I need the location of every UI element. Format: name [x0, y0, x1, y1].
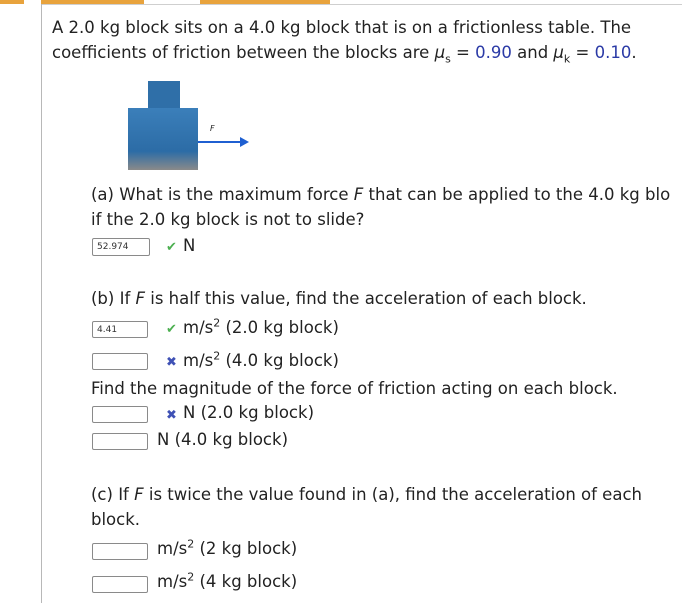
unit-label: (2 kg block) [194, 539, 298, 558]
problem-statement [52, 15, 677, 71]
mu-k-symbol: μ [553, 43, 564, 62]
part-b-question [91, 286, 587, 311]
unit-base: m/s [157, 539, 188, 558]
part-c-q-pre: (c) If [91, 485, 135, 504]
top-accent-bar-left [0, 0, 24, 4]
content-frame-top [41, 4, 682, 5]
part-a-question-line-1 [91, 182, 670, 207]
part-c-q-post: is twice the value found in (a), find the acceleration of each [143, 485, 642, 504]
unit-exponent: 2 [187, 570, 195, 584]
part-b-unit-2 [183, 350, 339, 372]
unit-exponent: 2 [213, 349, 221, 363]
part-b-unit-3: N (2.0 kg block) [183, 403, 315, 422]
check-icon: ✔ [166, 322, 177, 337]
small-block-2kg [148, 81, 180, 111]
cross-icon: ✖ [166, 355, 177, 370]
part-c-F: F [134, 485, 144, 504]
problem-line-2 [52, 40, 677, 71]
check-icon: ✔ [166, 240, 177, 255]
problem-line-1: A 2.0 kg block sits on a 4.0 kg block that is on a frictionless table. The [52, 18, 632, 37]
unit-base: m/s [183, 351, 214, 370]
part-c-accel-4kg-input[interactable] [92, 576, 148, 593]
period: . [631, 43, 637, 62]
part-b-unit-4: N (4.0 kg block) [157, 430, 289, 449]
part-b-q-pre: (b) If [91, 289, 136, 308]
part-a-question-line-2: if the 2.0 kg block is not to slide? [91, 210, 365, 229]
force-label: F [210, 124, 215, 133]
unit-label: (4.0 kg block) [220, 351, 339, 370]
part-b-friction-4kg-input[interactable] [92, 433, 148, 450]
part-c-unit-2 [157, 571, 297, 593]
equals-sign-2: = [570, 43, 595, 62]
part-c-unit-1 [157, 538, 297, 560]
unit-label: (4 kg block) [194, 572, 298, 591]
blocks-diagram [128, 78, 258, 178]
problem-line-2-text: coefficients of friction between the blocks are [52, 43, 435, 62]
part-a-q-pre: (a) What is the maximum force [91, 185, 354, 204]
mu-s-symbol: μ [434, 43, 446, 62]
equals-sign: = [450, 43, 476, 62]
part-c-accel-2kg-input[interactable] [92, 543, 148, 560]
part-a-q-post: that can be applied to the 4.0 kg blo [363, 185, 671, 204]
part-b-accel-2kg-input[interactable]: 4.41 [92, 321, 148, 338]
unit-base: m/s [183, 318, 214, 337]
part-b-friction-2kg-input[interactable] [92, 406, 148, 423]
force-arrow [198, 141, 242, 143]
unit-exponent: 2 [213, 316, 221, 330]
part-c-question-line-1 [91, 482, 642, 507]
mu-k-value: 0.10 [594, 43, 632, 62]
arrow-head-icon [240, 137, 249, 147]
unit-base: m/s [157, 572, 188, 591]
part-a-answer-input[interactable]: 52.974 [92, 238, 150, 256]
mu-s-value: 0.90 [475, 43, 512, 62]
mu-s-subscript: s [445, 52, 451, 66]
content-frame-left [41, 4, 42, 603]
part-a-unit: N [183, 236, 196, 255]
part-b-accel-4kg-input[interactable] [92, 353, 148, 370]
mu-k-subscript: k [563, 52, 571, 66]
part-b-friction-prompt: Find the magnitude of the force of friction acting on each block. [91, 379, 618, 398]
part-c-question-line-2: block. [91, 510, 141, 529]
unit-exponent: 2 [187, 537, 195, 551]
part-a-F: F [353, 185, 364, 204]
and-word: and [511, 43, 554, 62]
cross-icon: ✖ [166, 408, 177, 423]
part-b-q-post: is half this value, find the acceleration of each block. [145, 289, 587, 308]
part-b-unit-1 [183, 317, 339, 339]
large-block-4kg [128, 108, 198, 170]
part-b-F: F [135, 289, 146, 308]
unit-label: (2.0 kg block) [220, 318, 339, 337]
